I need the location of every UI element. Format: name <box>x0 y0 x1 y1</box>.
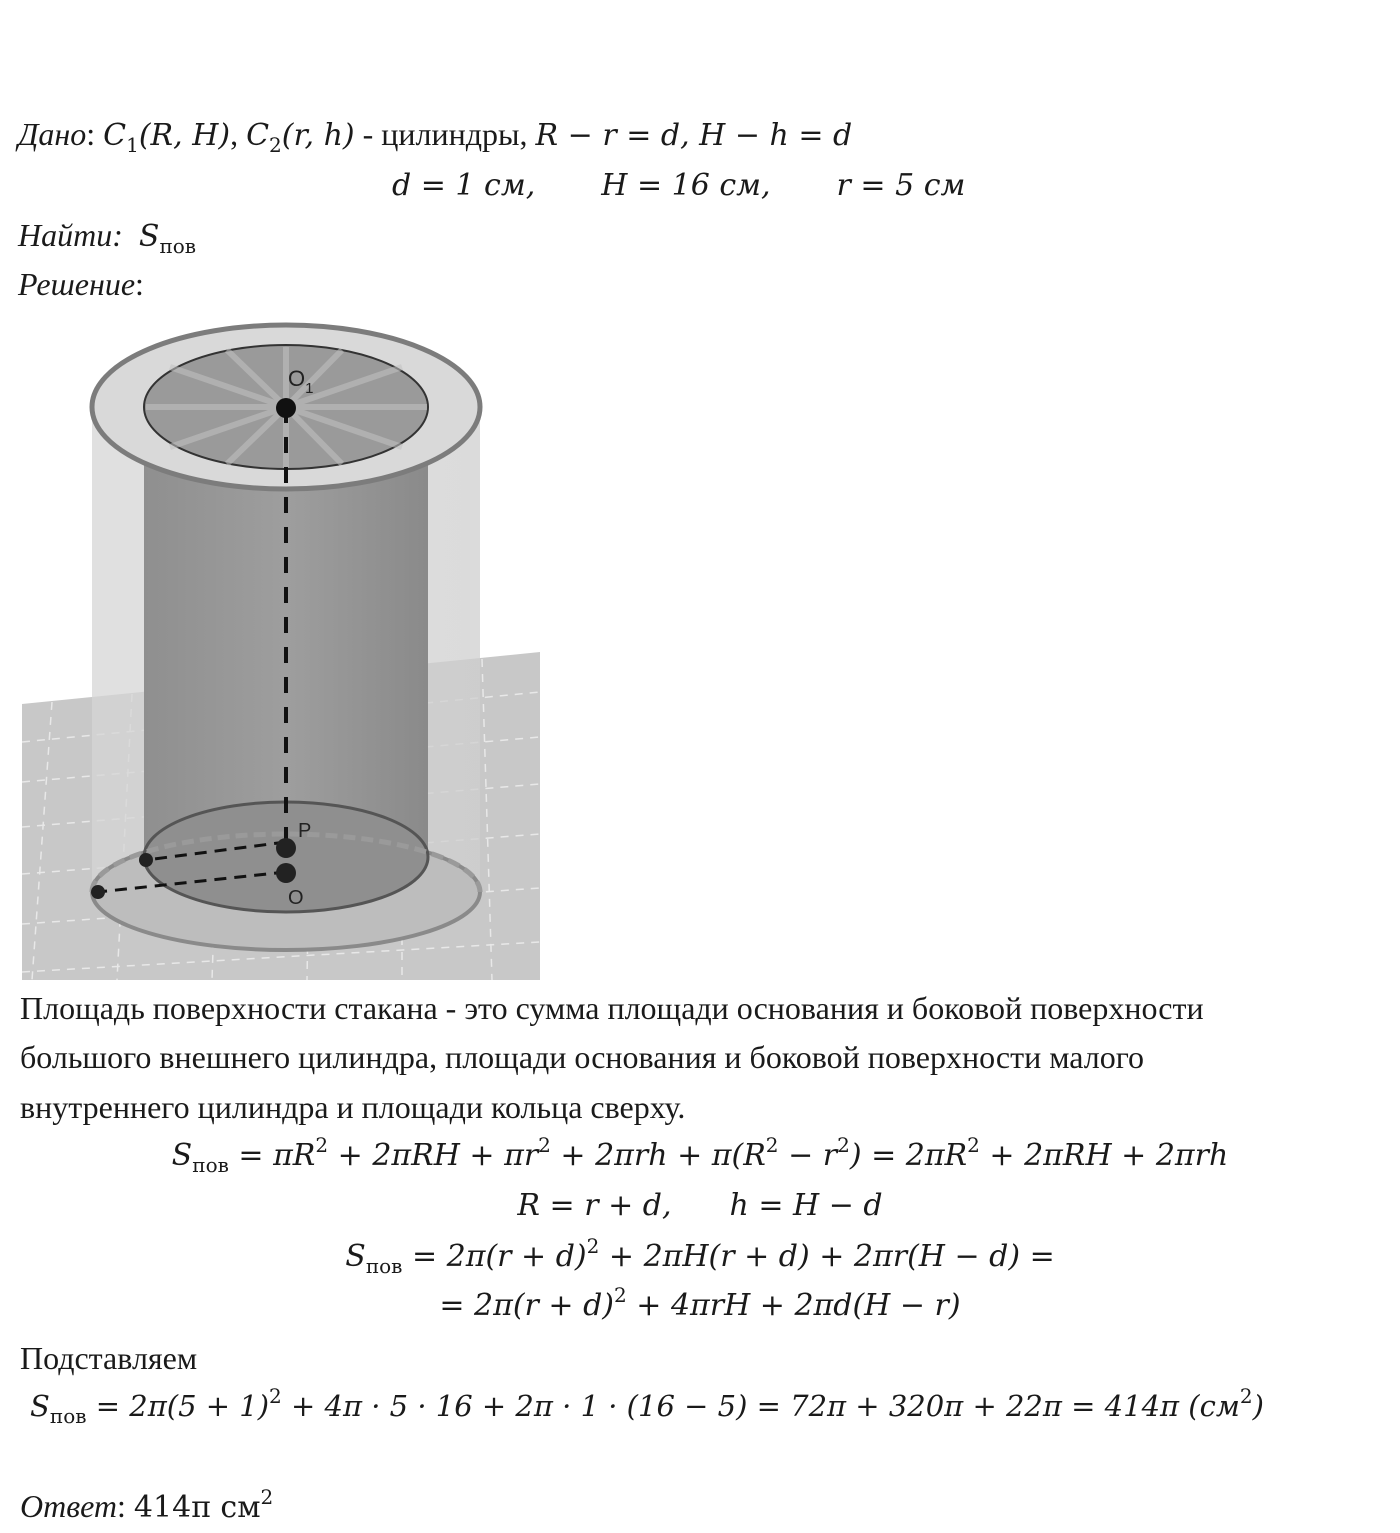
solution-label: Решение <box>18 266 136 302</box>
explanation-line-2: большого внешнего цилиндра, площади основания и боковой поверхности малого <box>20 1039 1145 1075</box>
substitute-label: Подставляем <box>20 1340 198 1376</box>
solution-line: Решение: <box>18 266 144 302</box>
formula-4: = $2\pi(r + d)^2 + 4\pi rH + 2\pi d(H - r)$ <box>439 1283 961 1323</box>
formula-1: $S_{пов} = \pi R^2 + 2\pi RH + \pi r^2 + 2\pi rh + \pi(R^2 - r^2) = 2\pi R^2 + 2\pi RH + 2\pi rh$ <box>171 1133 1229 1177</box>
explanation-line-3: внутреннего цилиндра и площади кольца сверху. <box>20 1089 686 1125</box>
find-line <box>18 215 196 257</box>
cylinder-2: $C_2(r$, h) <box>246 118 355 157</box>
point-p <box>276 838 296 858</box>
label-o1: $O_1$ <box>288 366 314 397</box>
value-r: r = 5 см <box>836 168 966 203</box>
relation-2: H − h = d <box>699 118 853 153</box>
find-target: $S_{пов}$ <box>138 219 197 258</box>
relation-1: R − r = d, <box>535 118 700 153</box>
label-p: P <box>298 820 312 842</box>
point-o1 <box>276 398 296 418</box>
given-desc: - цилиндры, <box>362 116 528 152</box>
value-H: H = 16 см, <box>601 168 771 203</box>
point-outer-edge <box>91 885 105 899</box>
answer-label: Ответ <box>20 1488 117 1524</box>
answer-line: Ответ: 414π $см^2$ <box>20 1485 274 1525</box>
explanation-line-1: Площадь поверхности стакана - это сумма площади основания и боковой поверхности <box>20 990 1204 1026</box>
point-o <box>276 863 296 883</box>
label-o: O <box>288 887 304 909</box>
formula-5: $S_{пов} = 2\pi(5 + 1)^2 + 4\pi \cdot 5 \cdot 16 + 2\pi \cdot 1 \cdot (16 - 5) = 72\pi + 320\pi + 22\pi = 414\pi$ $(см^2)$ <box>30 1384 1264 1428</box>
find-label: Найти: <box>18 217 123 253</box>
point-inner-edge <box>139 853 153 867</box>
cylinder-figure <box>22 312 540 980</box>
given-values <box>392 164 965 206</box>
answer-value: 414π $см^2$ <box>133 1485 274 1525</box>
given-label: Дано <box>18 116 87 152</box>
given-line: Дано: $C_1(R$, H), $C_2(r$, h) - цилиндры, R − r = d, H − h = d <box>18 116 853 157</box>
value-d: d = 1 см, <box>392 168 536 203</box>
cylinder-1: $C_1(R$, H) <box>103 118 231 157</box>
formula-2: R = r + d, h = H − d <box>517 1188 883 1223</box>
formula-3: $S_{пов} = 2\pi(r + d)^2 + 2\pi H(r + d) + 2\pi r(H - d)$ = <box>345 1234 1055 1278</box>
